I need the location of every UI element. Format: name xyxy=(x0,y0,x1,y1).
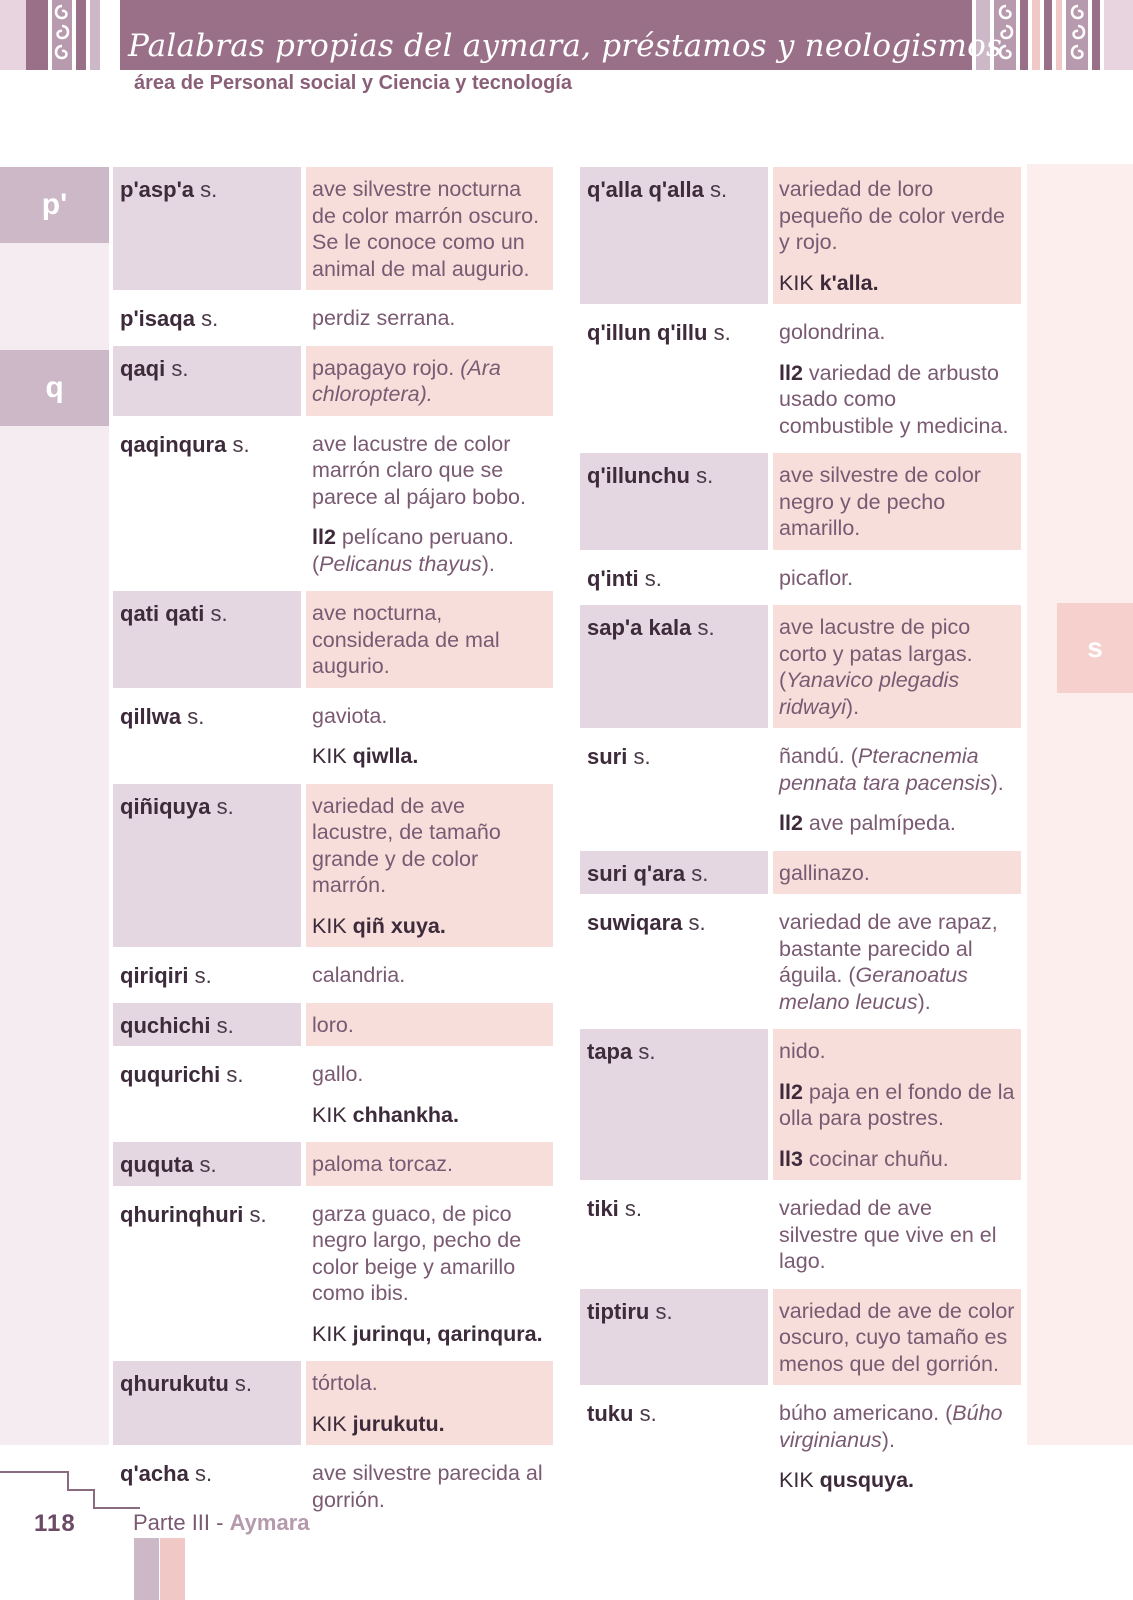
right-entry-column xyxy=(580,167,1021,1508)
dictionary-entry xyxy=(113,1003,553,1047)
entry-definition-cell xyxy=(306,346,553,416)
entry-headword-cell xyxy=(580,900,768,1023)
definition-text: tórtola. xyxy=(312,1371,378,1395)
footer-part: Parte III - xyxy=(133,1510,230,1535)
definition-text: gaviota. xyxy=(312,703,388,728)
part-of-speech: s. xyxy=(691,860,709,886)
entry-headword-cell xyxy=(113,784,301,948)
part-of-speech: s. xyxy=(194,963,212,988)
sense-number: ll2 xyxy=(779,811,803,835)
sense-number: ll3 xyxy=(779,1146,803,1171)
kik-variant: jurinqu, qarinqura. xyxy=(352,1321,543,1346)
scientific-name: Pelicanus thayus xyxy=(319,551,482,576)
definition-text: ). xyxy=(917,989,931,1014)
page-footer xyxy=(0,1470,1133,1600)
entry-headword-cell xyxy=(580,1029,768,1180)
entry-definition-cell xyxy=(773,851,1021,895)
headword: tiki xyxy=(587,1196,619,1221)
definition-sense xyxy=(779,270,1015,297)
definition-sense xyxy=(312,1201,547,1307)
definition-text: ). xyxy=(845,694,860,719)
part-of-speech: s. xyxy=(210,601,228,626)
part-of-speech: s. xyxy=(200,177,218,202)
footer-language: Aymara xyxy=(229,1510,310,1535)
definition-sense xyxy=(779,565,1015,592)
definition-text: ave palmípeda. xyxy=(802,811,956,835)
right-margin-band xyxy=(1027,164,1133,1445)
footer-part-label xyxy=(133,1510,310,1536)
dictionary-entry xyxy=(113,296,553,340)
part-of-speech: s. xyxy=(199,1152,217,1177)
entry-definition-cell xyxy=(306,1052,553,1136)
footer-decoration xyxy=(134,1538,159,1600)
definition-sense xyxy=(779,1400,1015,1453)
definition-text: picaflor. xyxy=(779,565,854,590)
kik-label: KIK xyxy=(312,1321,347,1346)
sense-number: ll2 xyxy=(779,1079,803,1104)
part-of-speech: s. xyxy=(655,1298,673,1324)
part-of-speech: s. xyxy=(249,1201,267,1227)
entry-definition-cell xyxy=(773,1029,1021,1180)
entry-definition-cell xyxy=(773,167,1021,304)
kik-label: KIK xyxy=(312,744,347,768)
headword: qhurukutu xyxy=(120,1371,229,1396)
header-decoration xyxy=(100,0,120,70)
definition-text: variedad de ave lacustre, de tamaño grande y de color marrón. xyxy=(312,793,501,897)
dictionary-entry xyxy=(580,851,1021,895)
page-subtitle: área de Personal social y Ciencia y tecnología xyxy=(134,72,572,94)
definition-sense xyxy=(779,1298,1015,1378)
header-decoration xyxy=(1020,0,1028,70)
header-decoration xyxy=(26,0,48,70)
definition-text: ave lacustre de pico corto y patas largas. ( xyxy=(779,615,973,692)
part-of-speech: s. xyxy=(187,703,205,729)
part-of-speech: s. xyxy=(713,320,731,345)
headword: qati qati xyxy=(120,601,205,626)
definition-sense xyxy=(312,1061,547,1088)
part-of-speech: s. xyxy=(234,1371,253,1396)
definition-sense xyxy=(312,1370,547,1397)
definition-sense xyxy=(779,462,1015,542)
headword: q'acha xyxy=(120,1461,189,1486)
definition-text: paja en el fondo de la olla para postres. xyxy=(779,1079,1015,1130)
footer-step-line xyxy=(0,1470,140,1510)
entry-headword-cell xyxy=(580,851,768,895)
entry-definition-cell xyxy=(773,310,1021,447)
dictionary-entry xyxy=(580,556,1021,600)
dictionary-entry xyxy=(580,167,1021,304)
dictionary-entry xyxy=(113,1192,553,1356)
part-of-speech: s. xyxy=(216,793,234,819)
dictionary-entry xyxy=(113,346,553,416)
sense-number: ll2 xyxy=(312,525,336,549)
entry-headword-cell xyxy=(113,1192,301,1356)
dictionary-entry xyxy=(113,422,553,586)
headword: qiñiquya xyxy=(120,793,211,819)
definition-text: búho americano. ( xyxy=(779,1401,953,1425)
dictionary-entry xyxy=(580,900,1021,1023)
letter-tab-s: s xyxy=(1057,603,1133,693)
entry-headword-cell xyxy=(580,167,768,304)
definition-sense xyxy=(312,1012,547,1039)
definition-text: garza guaco, de pico negro largo, pecho de color beige y amarillo como ibis. xyxy=(312,1201,522,1305)
scientific-name: (Ara chloroptera). xyxy=(312,355,501,406)
definition-sense xyxy=(312,743,547,770)
dictionary-entry xyxy=(580,453,1021,550)
entry-headword-cell xyxy=(113,167,301,290)
definition-text: variedad de loro pequeño de color verde y rojo. xyxy=(779,177,1005,254)
entry-definition-cell xyxy=(306,1142,553,1186)
definition-text: nido. xyxy=(779,1039,826,1063)
page-title: Palabras propias del aymara, préstamos y neologismos xyxy=(128,28,1003,64)
dictionary-entry xyxy=(113,1052,553,1136)
headword: q'illun q'illu xyxy=(587,320,708,345)
headword: qillwa xyxy=(120,703,182,729)
kik-variant: qiñ xuya. xyxy=(352,913,446,938)
definition-sense xyxy=(779,614,1015,720)
dictionary-entry xyxy=(580,734,1021,845)
dictionary-entry xyxy=(113,167,553,290)
part-of-speech: s. xyxy=(696,463,714,488)
entry-definition-cell xyxy=(306,784,553,948)
definition-text: variedad de ave rapaz, bastante parecido al águila. ( xyxy=(779,910,998,987)
headword: suwiqara xyxy=(587,910,683,935)
headword: suri xyxy=(587,744,628,769)
left-entry-column xyxy=(113,167,553,1527)
definition-text: ave silvestre nocturna de color marrón oscuro. Se le conoce como un animal de mal augurio. xyxy=(312,177,540,281)
dictionary-entry xyxy=(113,953,553,997)
headword: p'isaqa xyxy=(120,306,195,331)
entry-headword-cell xyxy=(113,1052,301,1136)
definition-text: golondrina. xyxy=(779,320,886,344)
definition-sense xyxy=(312,703,547,730)
entry-headword-cell xyxy=(113,346,301,416)
entry-definition-cell xyxy=(773,556,1021,600)
definition-text: gallinazo. xyxy=(779,860,870,885)
definition-sense xyxy=(312,962,547,989)
entry-headword-cell xyxy=(580,556,768,600)
definition-sense xyxy=(779,810,1015,837)
headword: qiriqiri xyxy=(120,963,189,988)
header-decoration xyxy=(1032,0,1040,70)
definition-text: ave silvestre de color negro y de pecho amarillo. xyxy=(779,463,981,540)
entry-headword-cell xyxy=(580,605,768,728)
entry-headword-cell xyxy=(580,734,768,845)
headword: suri q'ara xyxy=(587,860,686,886)
entry-definition-cell xyxy=(306,422,553,586)
definition-sense xyxy=(779,1079,1015,1132)
part-of-speech: s. xyxy=(624,1196,643,1221)
part-of-speech: s. xyxy=(201,306,219,331)
entry-headword-cell xyxy=(580,453,768,550)
headword: sap'a kala xyxy=(587,615,692,640)
definition-text: papagayo rojo. xyxy=(312,355,461,380)
dictionary-entry xyxy=(580,605,1021,728)
kik-label: KIK xyxy=(312,1102,347,1127)
entry-definition-cell xyxy=(306,1361,553,1445)
definition-sense xyxy=(312,305,547,332)
definition-text: variedad de ave de color oscuro, cuyo tamaño es menos que del gorrión. xyxy=(779,1298,1015,1376)
definition-text: ). xyxy=(990,770,1004,795)
entry-headword-cell xyxy=(113,296,301,340)
headword: qaqinqura xyxy=(120,431,227,457)
sense-number: ll2 xyxy=(779,360,803,385)
part-of-speech: s. xyxy=(644,565,662,591)
header-decoration xyxy=(1092,0,1100,70)
entry-definition-cell xyxy=(306,953,553,997)
page-header xyxy=(0,0,1133,70)
kik-variant: jurukutu. xyxy=(352,1411,445,1436)
definition-sense xyxy=(779,860,1015,887)
headword: q'inti xyxy=(587,565,639,591)
headword: quchichi xyxy=(120,1012,211,1038)
definition-sense xyxy=(779,176,1015,256)
header-decoration xyxy=(0,0,26,70)
kik-label: KIK xyxy=(779,1468,814,1492)
part-of-speech: s. xyxy=(688,910,706,935)
definition-sense xyxy=(312,431,547,511)
entry-definition-cell xyxy=(306,591,553,688)
part-of-speech: s. xyxy=(226,1062,244,1087)
dictionary-entry xyxy=(113,784,553,948)
part-of-speech: s. xyxy=(633,744,651,769)
definition-text: pelícano peruano. ( xyxy=(312,525,515,576)
definition-sense xyxy=(312,1102,547,1129)
dictionary-entry xyxy=(113,591,553,688)
definition-sense xyxy=(312,793,547,899)
part-of-speech: s. xyxy=(232,431,250,457)
entry-definition-cell xyxy=(773,1289,1021,1386)
headword: tuku xyxy=(587,1401,634,1426)
definition-sense xyxy=(312,1411,547,1438)
entry-headword-cell xyxy=(113,591,301,688)
entry-headword-cell xyxy=(113,1142,301,1186)
definition-sense xyxy=(312,1151,547,1178)
part-of-speech: s. xyxy=(639,1401,657,1426)
definition-text: cocinar chuñu. xyxy=(802,1146,949,1171)
definition-text: ). xyxy=(481,551,495,576)
scientific-name: Pteracnemia pennata tara pacensis xyxy=(779,744,991,795)
entry-headword-cell xyxy=(580,1289,768,1386)
dictionary-entry xyxy=(580,1289,1021,1386)
part-of-speech: s. xyxy=(194,1461,213,1486)
definition-text: ave lacustre de color marrón claro que se parece al pájaro bobo. xyxy=(312,431,526,509)
letter-tab-p-apostrophe: p' xyxy=(0,167,109,243)
part-of-speech: s. xyxy=(638,1039,656,1064)
definition-sense xyxy=(312,1321,547,1348)
definition-sense xyxy=(779,1146,1015,1173)
definition-sense xyxy=(779,1038,1015,1065)
page-number: 118 xyxy=(34,1510,76,1537)
definition-text: perdiz serrana. xyxy=(312,306,456,330)
definition-sense xyxy=(779,909,1015,1015)
definition-sense xyxy=(779,319,1015,346)
header-decoration xyxy=(1056,0,1062,70)
entry-headword-cell xyxy=(113,694,301,778)
headword: q'illunchu xyxy=(587,463,690,488)
part-of-speech: s. xyxy=(171,355,189,381)
spiral-ornament-icon xyxy=(50,2,74,66)
kik-variant: chhankha. xyxy=(352,1102,459,1127)
kik-variant: qusquya. xyxy=(819,1468,915,1492)
headword: qhurinqhuri xyxy=(120,1201,244,1227)
definition-sense xyxy=(312,355,547,408)
dictionary-entry xyxy=(113,694,553,778)
entry-definition-cell xyxy=(306,167,553,290)
header-decoration xyxy=(90,0,100,70)
kik-label: KIK xyxy=(779,270,814,295)
scientific-name: Búho virginianus xyxy=(779,1401,1003,1452)
part-of-speech: s. xyxy=(697,615,715,640)
definition-sense xyxy=(779,360,1015,440)
entry-definition-cell xyxy=(773,900,1021,1023)
header-decoration xyxy=(1044,0,1052,70)
entry-headword-cell xyxy=(580,310,768,447)
scientific-name: Geranoatus melano leucus xyxy=(779,963,968,1014)
dictionary-entry xyxy=(580,310,1021,447)
definition-text: calandria. xyxy=(312,963,406,987)
definition-text: loro. xyxy=(312,1012,354,1037)
footer-decoration xyxy=(160,1538,185,1600)
entry-definition-cell xyxy=(306,1003,553,1047)
dictionary-entry xyxy=(580,1186,1021,1283)
letter-tab-q: q xyxy=(0,350,109,426)
definition-text: paloma torcaz. xyxy=(312,1152,454,1176)
headword: ququrichi xyxy=(120,1062,221,1087)
definition-text: variedad de arbusto usado como combustible y medicina. xyxy=(779,360,1009,438)
definition-text: gallo. xyxy=(312,1062,364,1086)
definition-sense xyxy=(779,743,1015,796)
headword: qaqi xyxy=(120,355,166,381)
entry-definition-cell xyxy=(306,1192,553,1356)
entry-definition-cell xyxy=(306,296,553,340)
dictionary-entry xyxy=(580,1029,1021,1180)
kik-variant: qiwlla. xyxy=(352,744,419,768)
kik-variant: k'alla. xyxy=(819,270,879,295)
entry-headword-cell xyxy=(113,1003,301,1047)
entry-definition-cell xyxy=(773,734,1021,845)
header-decoration xyxy=(1104,0,1133,70)
entry-headword-cell xyxy=(113,422,301,586)
headword: tiptiru xyxy=(587,1298,650,1324)
entry-headword-cell xyxy=(580,1186,768,1283)
entry-definition-cell xyxy=(773,1186,1021,1283)
headword: q'alla q'alla xyxy=(587,177,704,202)
headword: p'asp'a xyxy=(120,177,195,202)
entry-headword-cell xyxy=(113,1361,301,1445)
entry-definition-cell xyxy=(306,694,553,778)
kik-label: KIK xyxy=(312,913,347,938)
entry-definition-cell xyxy=(773,605,1021,728)
spiral-ornament-icon xyxy=(1066,2,1090,66)
dictionary-entry xyxy=(113,1361,553,1445)
headword: tapa xyxy=(587,1039,633,1064)
dictionary-entry xyxy=(113,1142,553,1186)
definition-sense xyxy=(312,913,547,940)
definition-text: variedad de ave silvestre que vive en el lago. xyxy=(779,1196,997,1273)
headword: ququta xyxy=(120,1152,194,1177)
definition-text: ñandú. ( xyxy=(779,744,858,768)
scientific-name: Yanavico plegadis ridwayi xyxy=(779,668,960,719)
header-decoration xyxy=(76,0,86,70)
definition-text: ave silvestre parecida al gorrión. xyxy=(312,1461,543,1512)
definition-text: ). xyxy=(881,1427,895,1452)
entry-definition-cell xyxy=(773,453,1021,550)
entry-headword-cell xyxy=(113,953,301,997)
definition-sense xyxy=(312,600,547,680)
definition-sense xyxy=(312,524,547,577)
part-of-speech: s. xyxy=(216,1012,234,1038)
definition-sense xyxy=(312,176,547,282)
kik-label: KIK xyxy=(312,1411,347,1436)
definition-text: ave nocturna, considerada de mal augurio. xyxy=(312,601,500,678)
definition-sense xyxy=(779,1195,1015,1275)
part-of-speech: s. xyxy=(709,177,728,202)
